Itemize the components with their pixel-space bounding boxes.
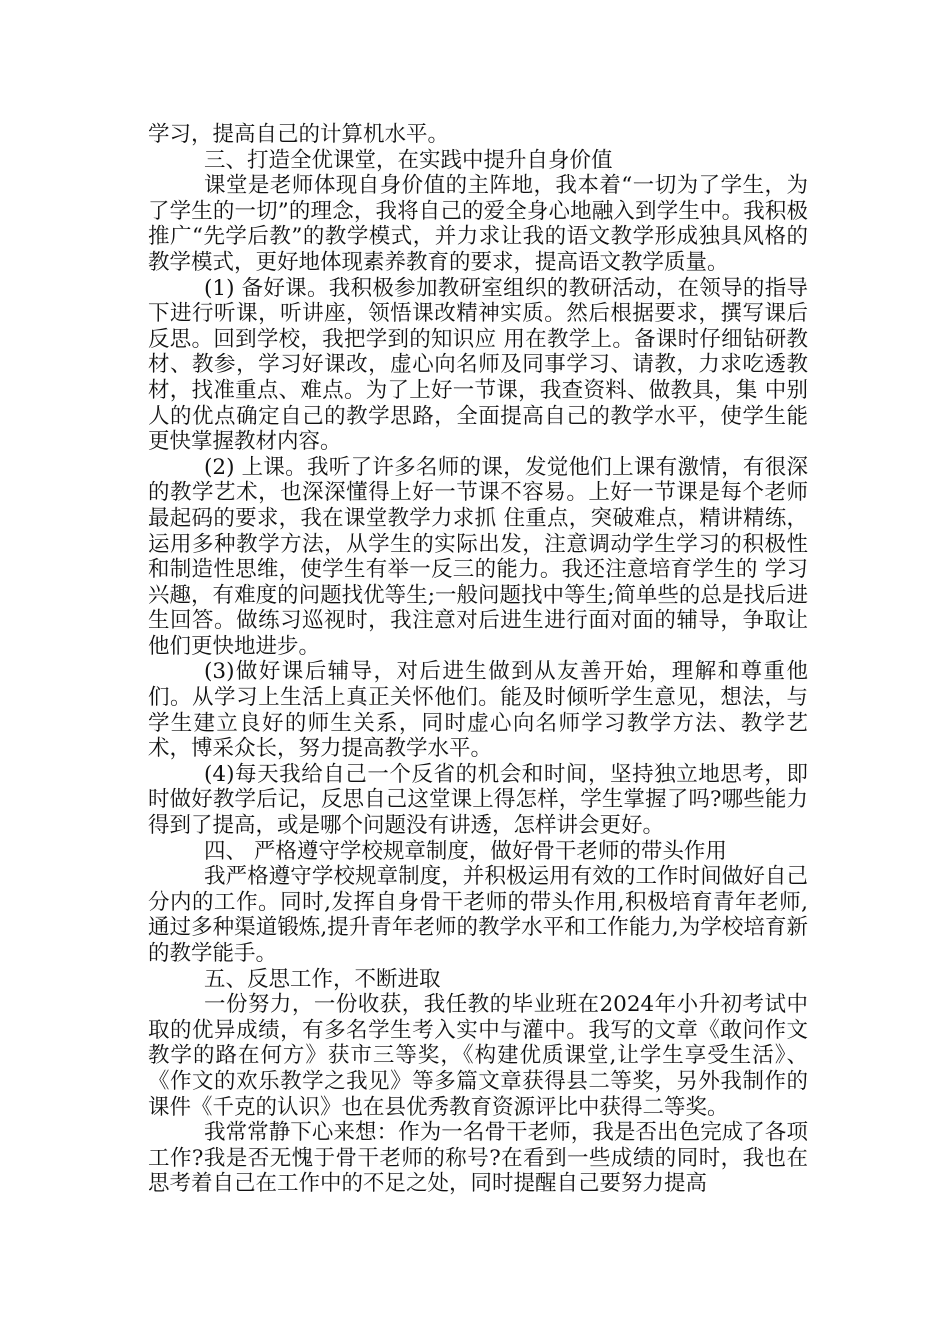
paragraph-item-3: (3)做好课后辅导，对后进生做到从友善开始，理解和尊重他们。从学习上生活上真正关怀他们。能及时倾听学生意见，想法，与学生建立良好的师生关系，同时虚心向名师学习教学方法、教学艺术，博采众长，努力提高教学水平。 xyxy=(148,659,808,762)
paragraph-classroom-intro: 课堂是老师体现自身价值的主阵地，我本着“一切为了学生，为了学生的一切”的理念，我将自己的爱全身心地融入到学生中。我积极推广“先学后教”的教学模式，并力求让我的语文教学形成独具风格的教学模式，更好地体现素养教育的要求，提高语文教学质量。 xyxy=(148,173,808,275)
section-heading-4: 四、 严格遵守学校规章制度，做好骨干老师的带头作用 xyxy=(204,838,727,864)
paragraph-item-4: (4)每天我给自己一个反省的机会和时间，坚持独立地思考，即时做好教学后记，反思自己这堂课上得怎样，学生掌握了吗?哪些能力得到了提高，或是哪个问题没有讲透，怎样讲会更好。 xyxy=(148,761,808,839)
paragraph-reflection: 我常常静下心来想：作为一名骨干老师，我是否出色完成了各项工作?我是否无愧于骨干老师的称号?在看到一些成绩的同时，我也在思考着自己在工作中的不足之处，同时提醒自己要努力提高 xyxy=(148,1120,808,1197)
section-heading-5: 五、反思工作，不断进取 xyxy=(204,966,441,992)
paragraph-item-2: (2) 上课。我听了许多名师的课，发觉他们上课有激情，有很深的教学艺术，也深深懂得上好一节课不容易。上好一节课是每个老师最起码的要求，我在课堂教学力求抓 住重点，突破难点，精讲精练，运用多种教学方法，从学生的实际出发，注意调动学生学习的积极性和制造性思维，使学生有举一反三的能力。我还注意培育学生的 学习兴趣，有难度的问题找优等生;一般问题找中等生;简单些的总是找后进生回答。做练习巡视时，我注意对后进生进行面对面的辅导，争取让他们更快地进步。 xyxy=(148,454,808,659)
paragraph-item-1: (1) 备好课。我积极参加教研室组织的教研活动，在领导的指导下进行听课，听讲座，领悟课改精神实质。然后根据要求，撰写课后反思。回到学校，我把学到的知识应 用在教学上。备课时仔细钻研教材、教参，学习好课改，虚心向名师及同事学习、请教，力求吃透教材，找准重点、难点。为了上好一节课，我查资料、做教具，集 中别人的优点确定自己的教学思路，全面提高自己的教学水平，使学生能更快掌握教材内容。 xyxy=(148,275,808,455)
paragraph-continuation: 学习，提高自己的计算机水平。 xyxy=(148,122,450,147)
section-heading-3: 三、打造全优课堂，在实践中提升自身价值 xyxy=(204,147,613,173)
document-body xyxy=(148,122,808,1197)
paragraph-rules: 我严格遵守学校规章制度，并积极运用有效的工作时间做好自己分内的工作。同时,发挥自身骨干老师的带头作用,积极培育青年老师,通过多种渠道锻炼,提升青年老师的教学水平和工作能力,为学校培育新的教学能手。 xyxy=(148,864,808,966)
paragraph-achievements: 一份努力，一份收获，我任教的毕业班在2024年小升初考试中取的优异成绩，有多名学生考入实中与灌中。我写的文章《敢问作文教学的路在何方》获市三等奖，《构建优质课堂,让学生享受生活》、《作文的欢乐教学之我见》等多篇文章获得县二等奖，另外我制作的课件《千克的认识》也在县优秀教育资源评比中获得二等奖。 xyxy=(148,992,808,1120)
